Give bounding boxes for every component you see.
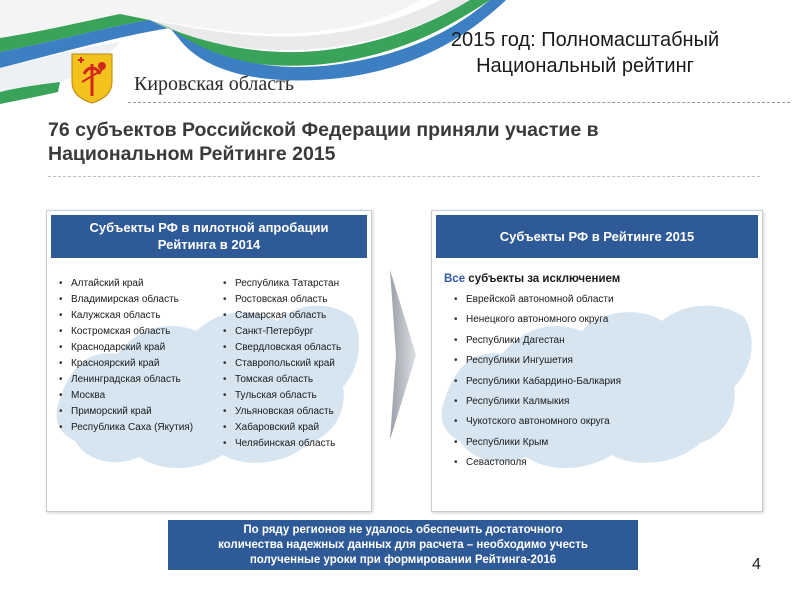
list-item: • Ненецкого автономного округа	[452, 313, 752, 326]
kirov-coat-of-arms-icon	[70, 52, 114, 104]
main-heading	[48, 118, 768, 166]
list-item: • Калужская область	[57, 309, 207, 322]
list-item: • Хабаровский край	[221, 421, 371, 434]
list-item: • Краснодарский край	[57, 341, 207, 354]
page-number: 4	[752, 556, 761, 573]
list-item: • Москва	[57, 389, 207, 402]
slide-title-line: 2015 год: Полномасштабный	[450, 29, 720, 51]
list-item: • Костромская область	[57, 325, 207, 338]
list-item: • Севастополя	[452, 456, 752, 469]
list-item: • Красноярский край	[57, 357, 207, 370]
list-item: • Республика Саха (Якутия)	[57, 421, 207, 434]
list-item: • Республики Дагестан	[452, 334, 752, 347]
list-item: • Республики Калмыкия	[452, 395, 752, 408]
excluded-regions-list	[452, 293, 752, 477]
exceptions-lead	[444, 273, 620, 285]
slide-title-line: Национальный рейтинг	[476, 55, 694, 77]
header-divider	[128, 102, 790, 103]
list-item: • Ленинградская область	[57, 373, 207, 386]
bottom-note	[168, 520, 638, 570]
list-item: • Ульяновская область	[221, 405, 371, 418]
list-item: • Чукотского автономного округа	[452, 415, 752, 428]
list-item: • Алтайский край	[57, 277, 207, 290]
list-item: • Ростовская область	[221, 293, 371, 306]
list-item: • Ставропольский край	[221, 357, 371, 370]
list-item: • Республики Крым	[452, 436, 752, 449]
region-name: Кировская область	[134, 73, 295, 95]
exceptions-lead-accent: Все	[444, 273, 466, 285]
main-heading-line: Национальном Рейтинге 2015	[48, 143, 336, 165]
bottom-note-line: По ряду регионов не удалось обеспечить достаточного	[243, 523, 563, 536]
main-heading-line: 76 субъектов Российской Федерации приняли участие в	[48, 119, 599, 141]
pilot-panel-title-line: Субъекты РФ в пилотной апробации	[89, 220, 329, 235]
list-item: • Тульская область	[221, 389, 371, 402]
pilot-regions-list-left	[57, 277, 207, 437]
rating-panel-title: Субъекты РФ в Рейтинге 2015	[499, 229, 695, 244]
list-item: • Республики Кабардино-Балкария	[452, 375, 752, 388]
list-item: • Республики Ингушетия	[452, 354, 752, 367]
slide-title	[410, 27, 760, 79]
list-item: • Свердловская область	[221, 341, 371, 354]
heading-divider	[48, 176, 760, 177]
list-item: • Приморский край	[57, 405, 207, 418]
pilot-regions-list-right	[221, 277, 371, 453]
list-item: • Владимирская область	[57, 293, 207, 306]
list-item: • Еврейской автономной области	[452, 293, 752, 306]
list-item: • Самарская область	[221, 309, 371, 322]
list-item: • Санкт-Петербург	[221, 325, 371, 338]
bottom-note-line: полученные уроки при формировании Рейтинга-2016	[249, 553, 557, 566]
pilot-panel-title-line: Рейтинга в 2014	[157, 237, 261, 252]
exceptions-lead-rest: субъекты за исключением	[465, 273, 621, 285]
pilot-regions-panel	[46, 210, 372, 512]
rating-2015-panel	[431, 210, 763, 512]
list-item: • Республика Татарстан	[221, 277, 371, 290]
bottom-note-line: количества надежных данных для расчета – необходимо учесть	[218, 538, 588, 551]
list-item: • Челябинская область	[221, 437, 371, 450]
chevron-right-icon	[388, 270, 418, 440]
list-item: • Томская область	[221, 373, 371, 386]
pilot-panel-header	[51, 215, 367, 258]
rating-panel-header	[436, 215, 758, 258]
